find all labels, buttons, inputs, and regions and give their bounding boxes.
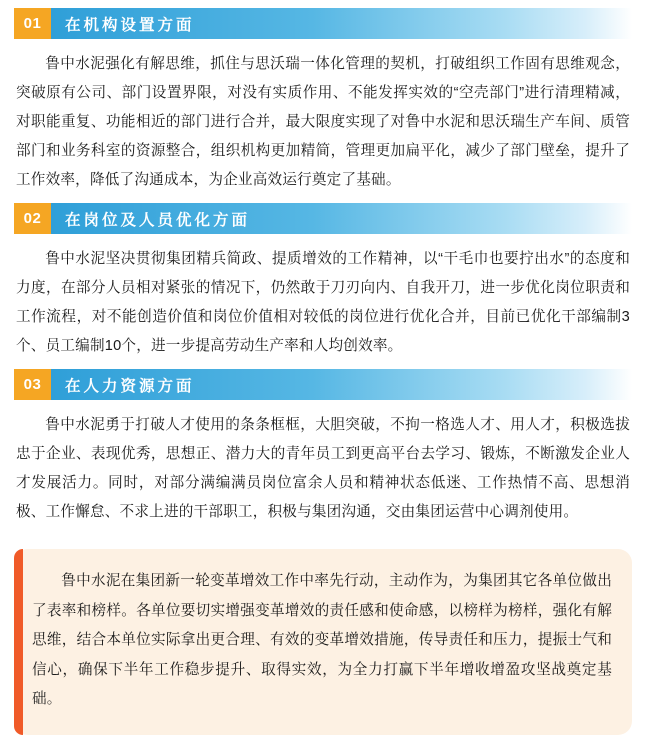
closing-paragraph: 鲁中水泥在集团新一轮变革增效工作中率先行动，主动作为，为集团其它各单位做出了表率和榜样。各单位要切实增强变革增效的责任感和使命感，以榜样为榜样，强化有解思维，结合本单位实际拿出更合理、有效的变革增效措施，传导责任和压力，提振士气和信心，确保下半年工作稳步提升、取得实效，为全力打赢下半年增收增盈攻坚战奠定基础。 [32,573,612,707]
section-title-03: 在人力资源方面 [65,377,195,395]
document-page [0,8,646,747]
section-paragraph-03: 鲁中水泥勇于打破人才使用的条条框框，大胆突破，不拘一格选人才、用人才，积极选拔忠于企业、表现优秀，思想正、潜力大的青年员工到更高平台去学习、锻炼，不断激发企业人才发展活力。同时，对部分满编满员岗位富余人员和精神状态低迷、工作热情不高、思想消极、工作懈怠、不求上进的干部职工，积极与集团沟通，交由集团运营中心调剂使用。 [16,417,630,520]
section-number-02: 02 [14,203,51,234]
section-title-bar-01 [51,8,632,39]
closing-callout [14,549,632,735]
section-paragraph-01: 鲁中水泥强化有解思维，抓住与思沃瑞一体化管理的契机，打破组织工作固有思维观念，突破原有公司、部门设置界限，对没有实质作用、不能发挥实效的“空壳部门”进行清理精减，对职能重复、功能相近的部门进行合并，最大限度实现了对鲁中水泥和思沃瑞生产车间、质管部门和业务科室的资源整合，组织机构更加精简，管理更加扁平化，减少了部门壁垒，提升了工作效率，降低了沟通成本，为企业高效运行奠定了基础。 [16,56,630,188]
section-header-03 [14,369,632,400]
section-number-03: 03 [14,369,51,400]
section-number-01: 01 [14,8,51,39]
section-title-bar-02 [51,203,632,234]
section-header-01 [14,8,632,39]
section-title-02: 在岗位及人员优化方面 [65,211,251,229]
section-header-02 [14,203,632,234]
bottom-spacer [14,735,632,749]
section-title-bar-03 [51,369,632,400]
section-title-01: 在机构设置方面 [65,16,195,34]
section-paragraph-02: 鲁中水泥坚决贯彻集团精兵简政、提质增效的工作精神，以“干毛巾也要拧出水”的态度和力度，在部分人员相对紧张的情况下，仍然敢于刀刃向内、自我开刀，进一步优化岗位职责和工作流程，对不能创造价值和岗位价值相对较低的岗位进行优化合并，目前已优化干部编制3个、员工编制10个，进一步提高劳动生产率和人均创效率。 [16,251,630,354]
